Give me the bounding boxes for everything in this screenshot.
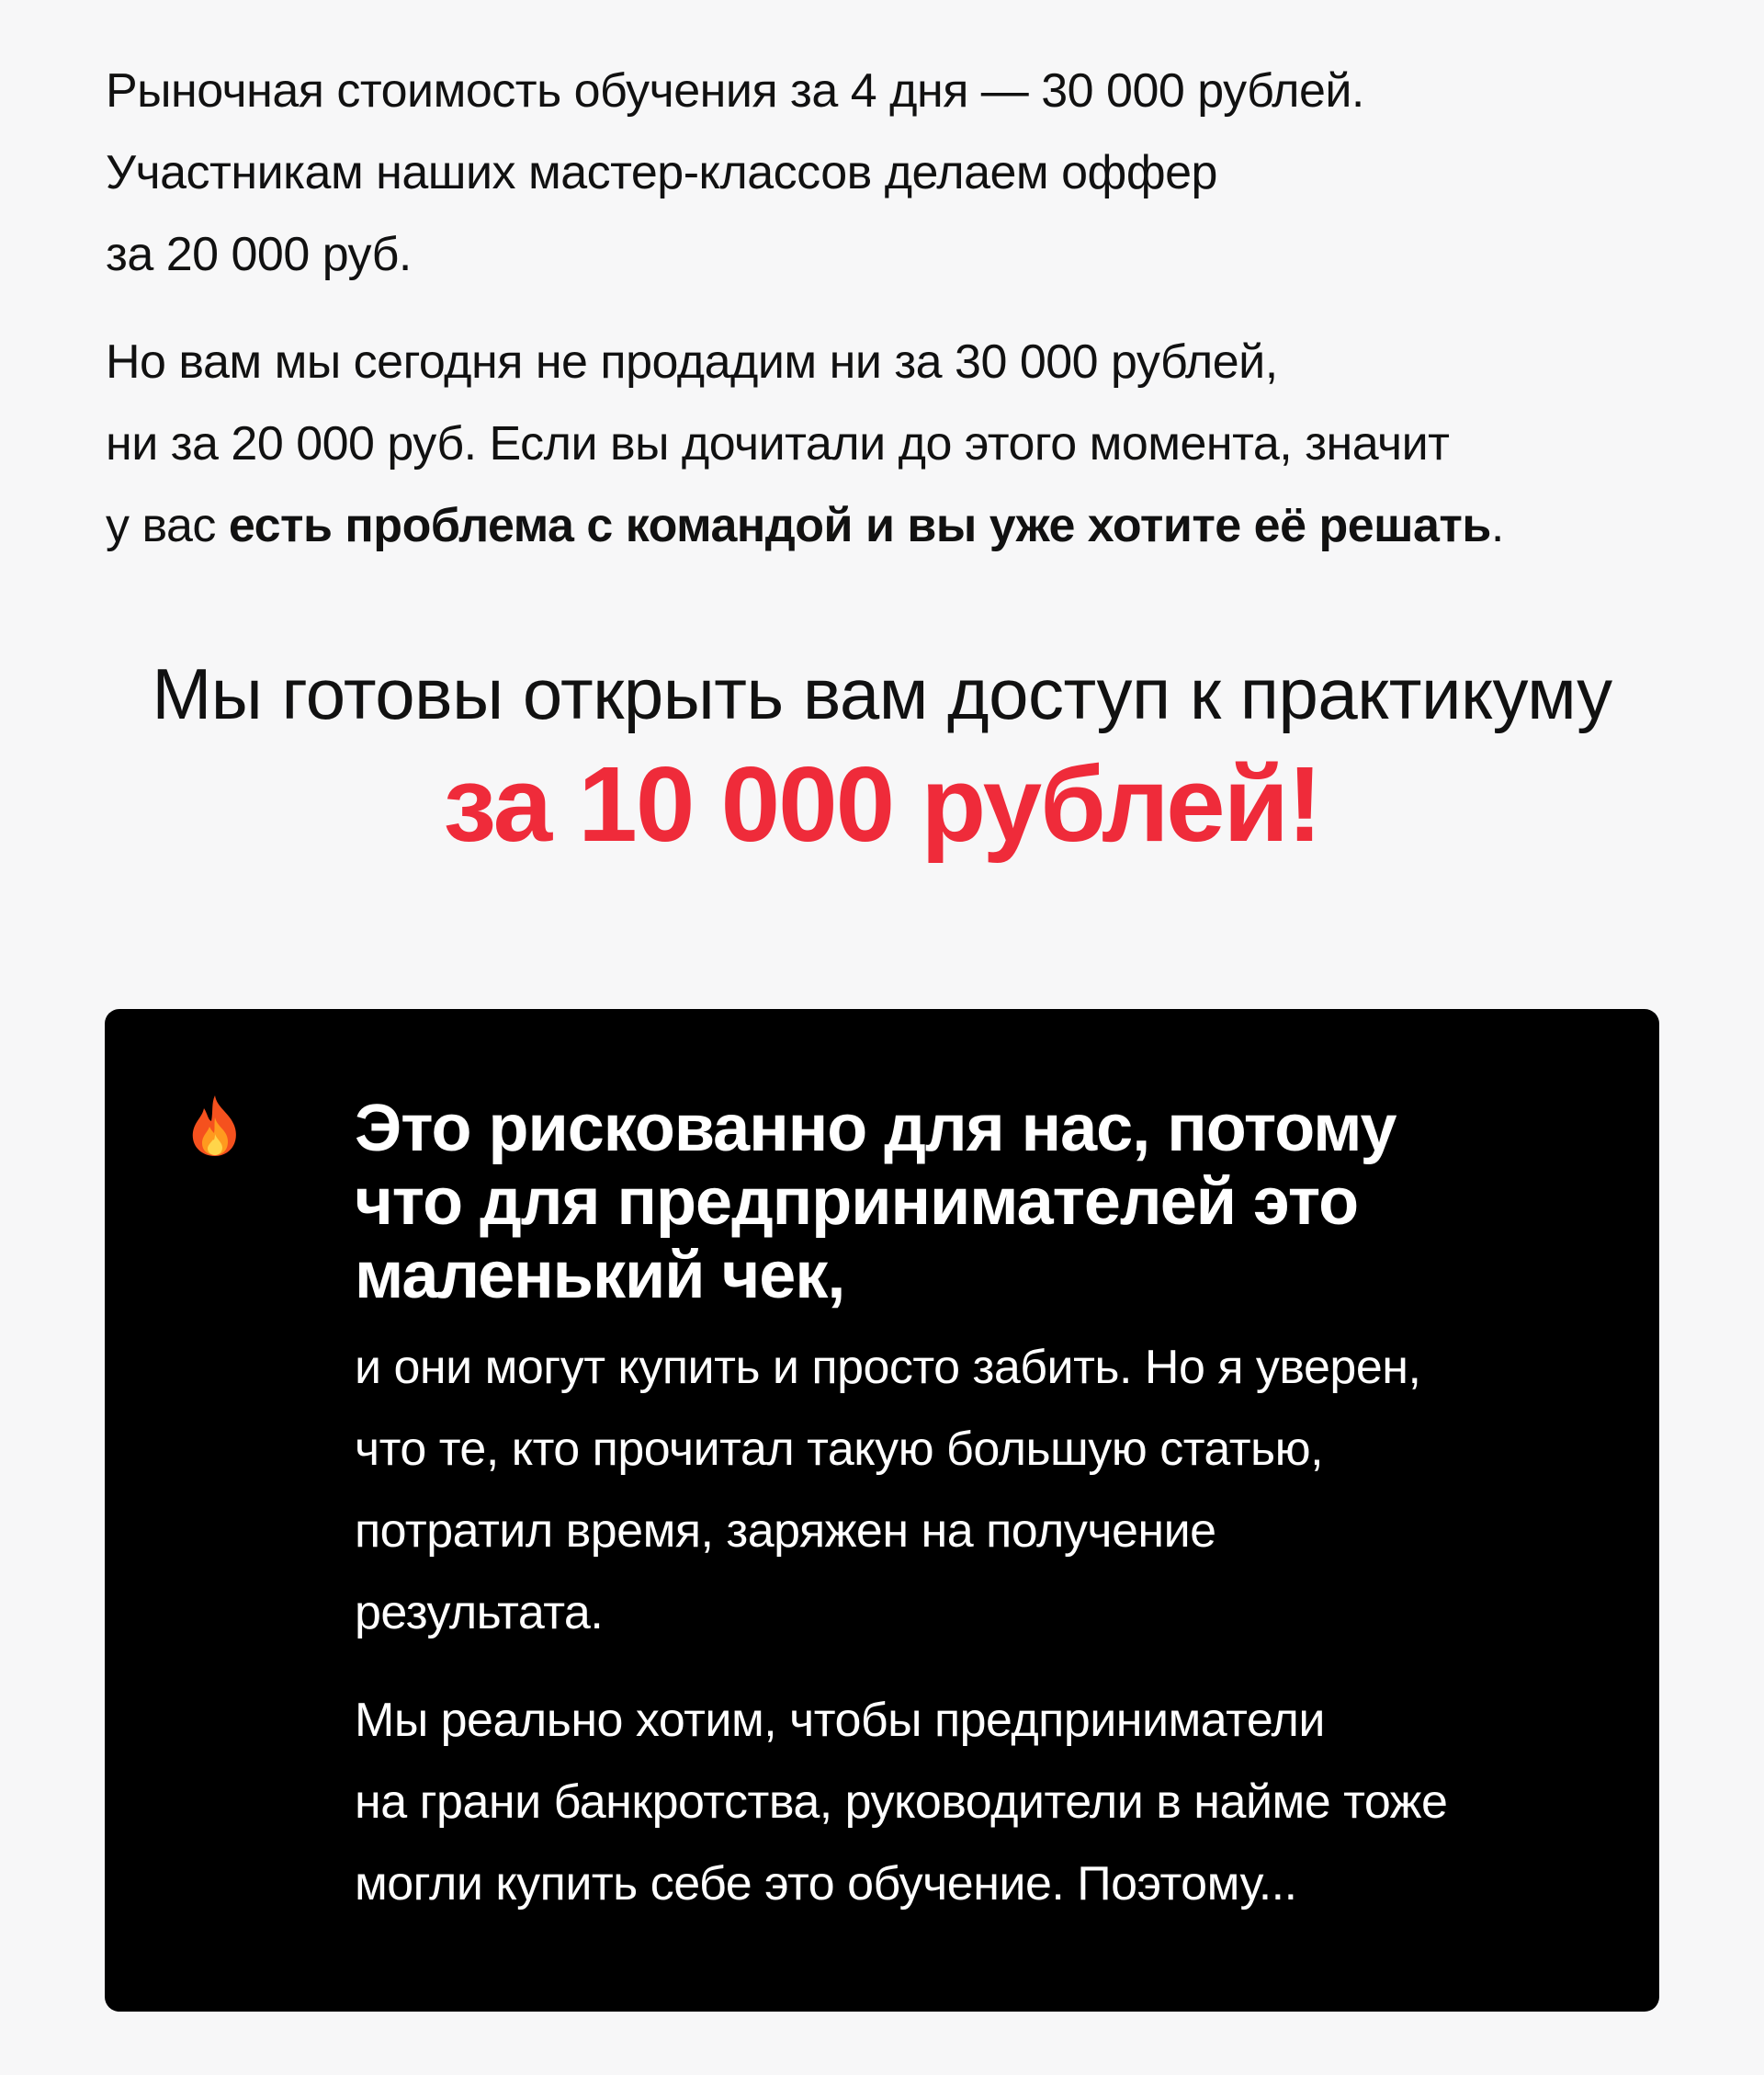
card-body <box>355 1092 1623 1925</box>
card-heading <box>355 1092 1623 1312</box>
text-line: и они могут купить и просто забить. Но я уверен, <box>355 1341 1421 1394</box>
text-line: ни за 20 000 руб. Если вы дочитали до этого момента, значит <box>106 417 1450 471</box>
emphasis-text: есть проблема с командой и вы уже хотите её решать <box>228 499 1491 552</box>
card-paragraph <box>355 1327 1623 1654</box>
risk-card <box>105 1009 1659 2012</box>
offer-heading: Мы готовы открыть вам доступ к практикуму <box>152 653 1612 734</box>
heading-line: что для предпринимателей это <box>355 1165 1359 1239</box>
text-segment: . <box>1490 499 1504 552</box>
text-line: на грани банкротства, руководители в найме тоже <box>355 1775 1448 1829</box>
not-selling-paragraph <box>106 322 1504 567</box>
text-line: что те, кто прочитал такую большую статью, <box>355 1423 1324 1476</box>
heading-line: маленький чек, <box>355 1239 845 1312</box>
heading-line: Это рискованно для нас, потому <box>355 1092 1396 1165</box>
text-segment: у вас <box>106 499 229 552</box>
fire-icon <box>189 1094 241 1158</box>
text-line: результата. <box>355 1586 604 1639</box>
market-price-paragraph <box>106 51 1364 296</box>
text-line <box>106 485 1504 567</box>
text-line: Мы реально хотим, чтобы предприниматели <box>355 1694 1325 1747</box>
text-line: могли купить себе это обучение. Поэтому... <box>355 1857 1297 1911</box>
text-line: Участникам наших мастер-классов делаем оффер <box>106 146 1217 199</box>
text-line: потратил время, заряжен на получение <box>355 1504 1216 1558</box>
text-line: за 20 000 руб. <box>106 228 412 281</box>
card-paragraph <box>355 1680 1623 1925</box>
text-line: Но вам мы сегодня не продадим ни за 30 000 рублей, <box>106 335 1278 389</box>
offer-block <box>106 643 1658 864</box>
text-line: Рыночная стоимость обучения за 4 дня — 30 000 рублей. <box>106 64 1364 118</box>
offer-price: за 10 000 рублей! <box>443 744 1321 864</box>
